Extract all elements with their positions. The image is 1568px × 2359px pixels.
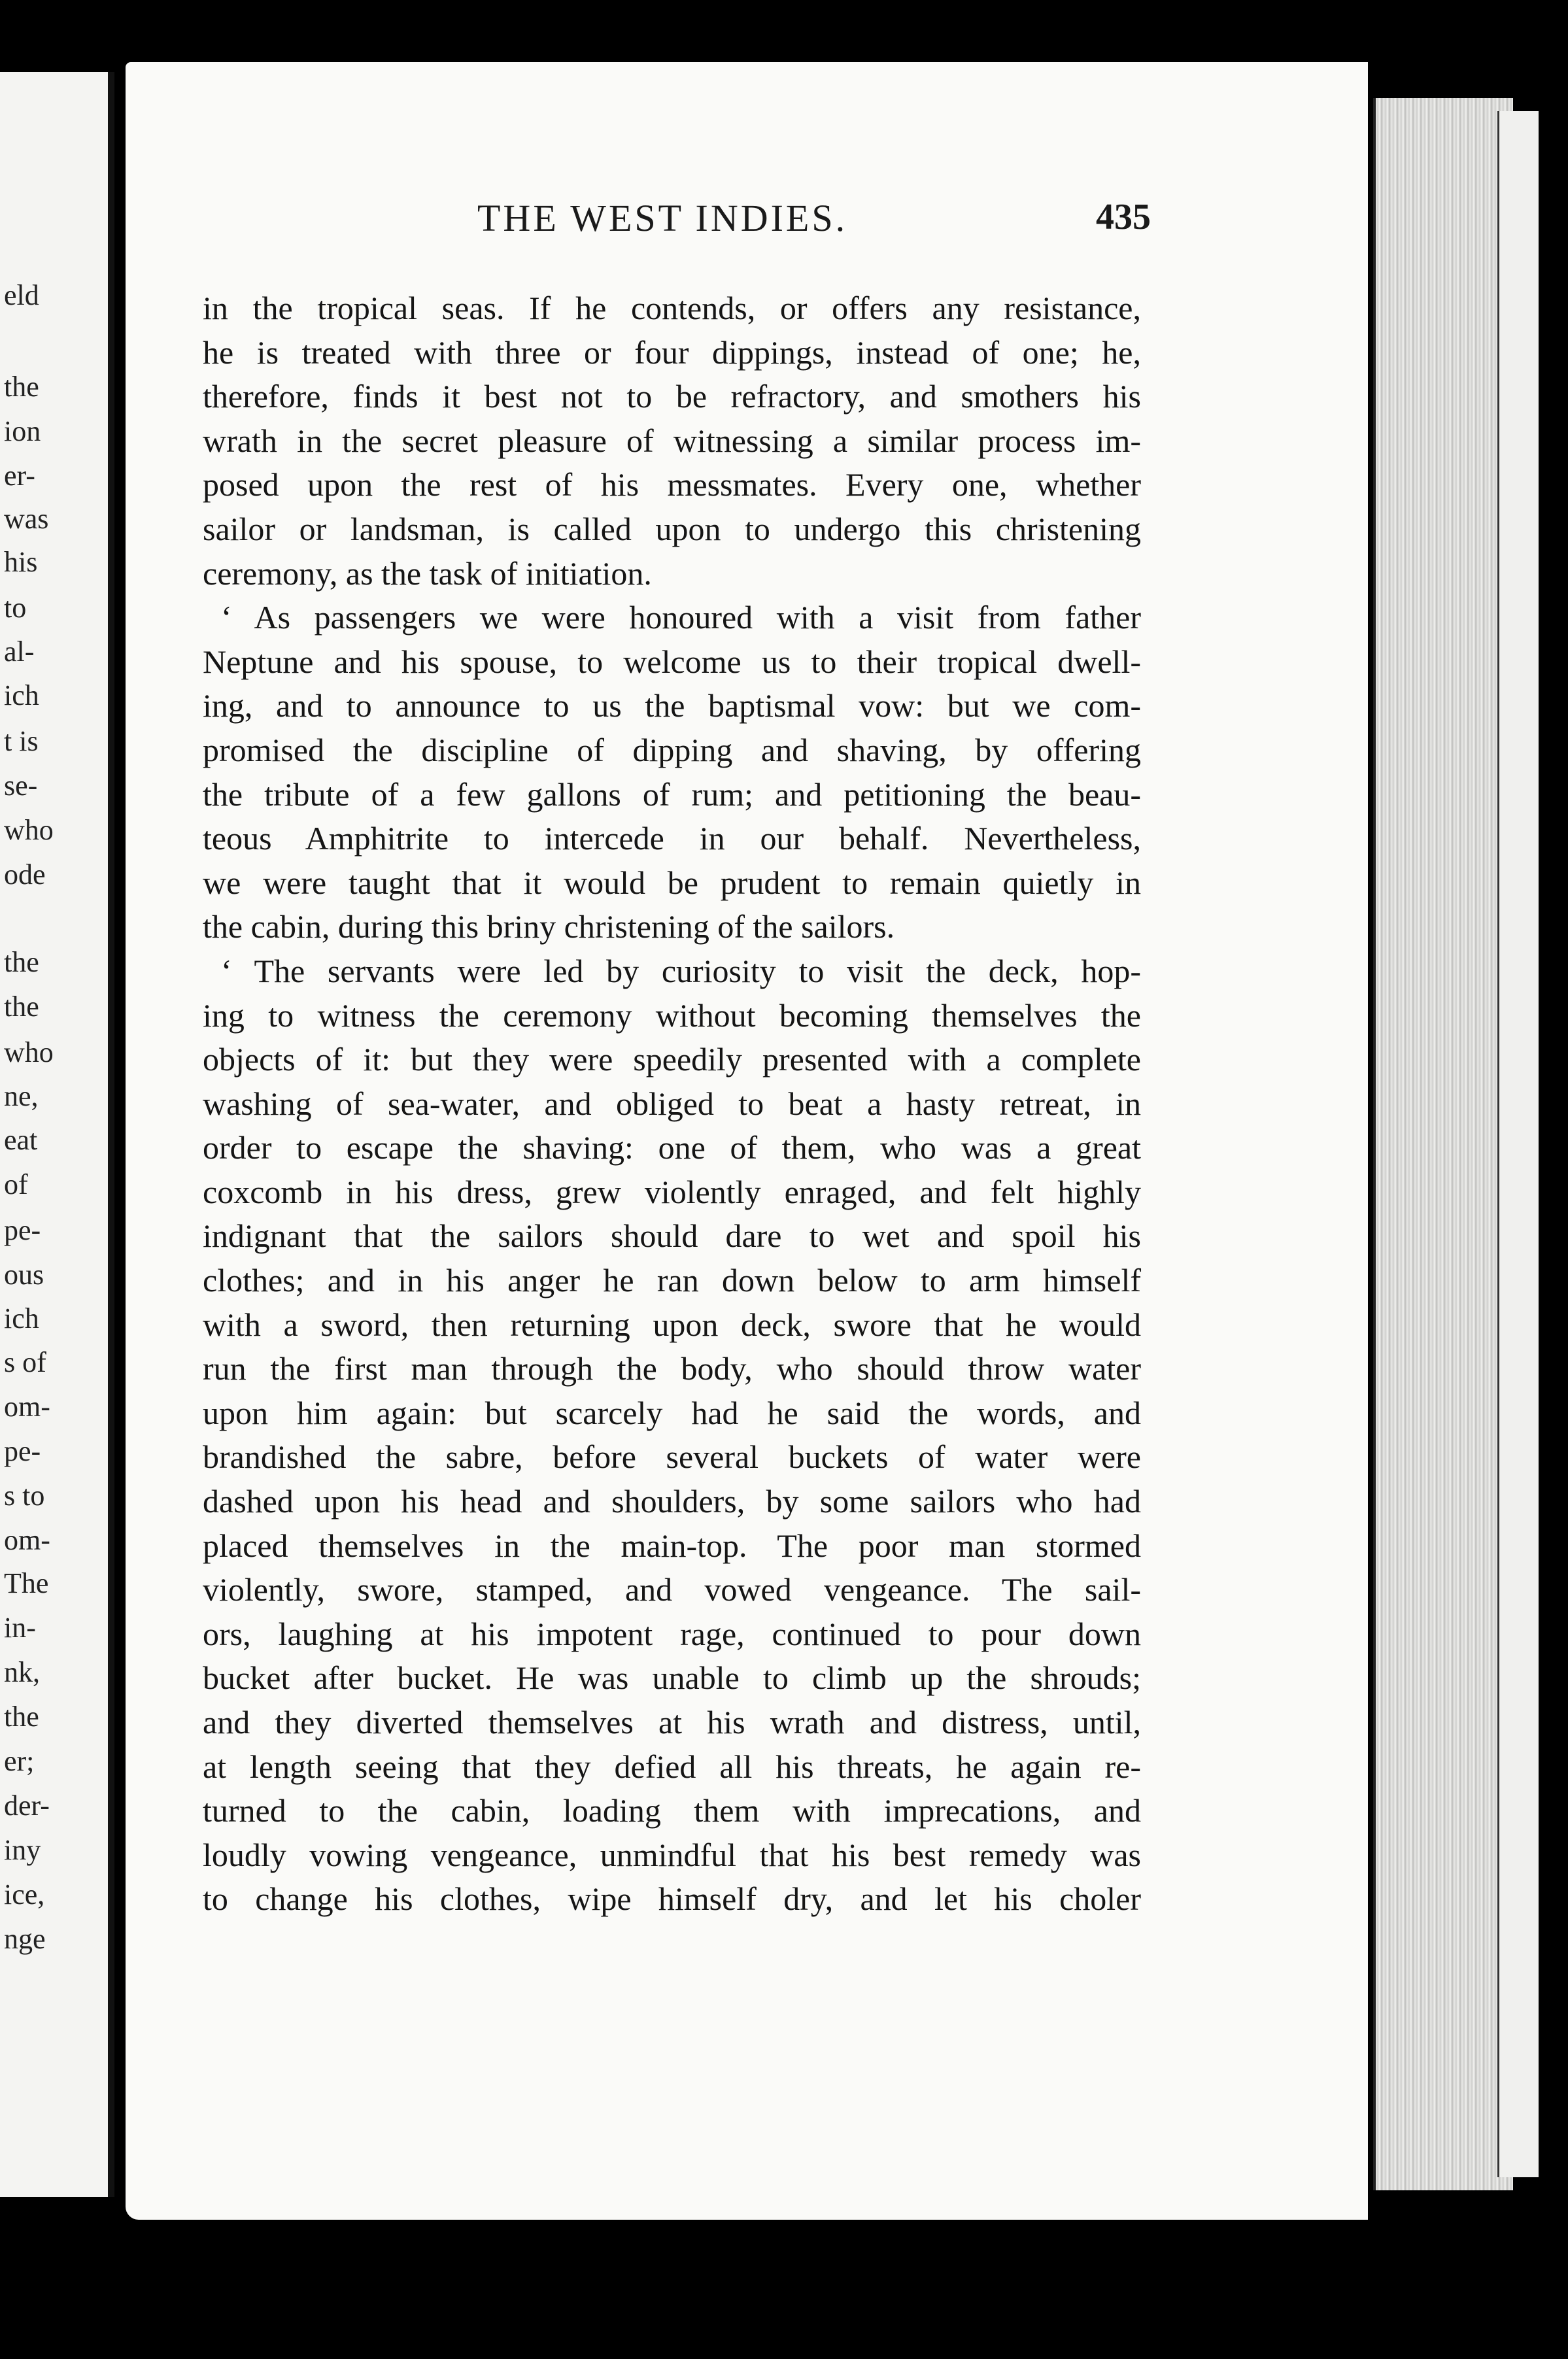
- left-page-fragment: ne,: [4, 1080, 39, 1112]
- page-number: 435: [1096, 197, 1151, 237]
- left-page-fragment: s to: [4, 1480, 45, 1512]
- text-line: to change his clothes, wipe himself dry, and let his choler: [203, 1880, 1141, 1918]
- paragraph: [203, 286, 1141, 596]
- text-line: in the tropical seas. If he contends, or offers any resistance,: [203, 290, 1141, 326]
- left-page-fragment: t is: [4, 725, 39, 757]
- left-facing-page: [0, 72, 114, 2197]
- text-line: ‘ As passengers we were honoured with a visit from father: [221, 599, 1141, 636]
- text-line: promised the discipline of dipping and shaving, by offering: [203, 731, 1141, 768]
- text-line: wrath in the secret pleasure of witnessing a similar process im-: [203, 422, 1141, 459]
- left-page-fragment: om-: [4, 1524, 50, 1556]
- text-line: ceremony, as the task of initiation.: [203, 554, 652, 592]
- text-line: teous Amphitrite to intercede in our behalf. Nevertheless,: [203, 820, 1141, 857]
- left-page-fragment: eld: [4, 279, 39, 311]
- text-line: ‘ The servants were led by curiosity to visit the deck, hop-: [221, 952, 1141, 989]
- text-line: turned to the cabin, loading them with imprecations, and: [203, 1792, 1141, 1829]
- left-page-fragment: The: [4, 1567, 49, 1599]
- body-text: [203, 286, 1141, 1922]
- left-page-fragment: ion: [4, 415, 41, 447]
- text-line: violently, swore, stamped, and vowed vengeance. The sail-: [203, 1571, 1141, 1608]
- text-line: at length seeing that they defied all his threats, he again re-: [203, 1748, 1141, 1785]
- left-page-fragment: eat: [4, 1124, 38, 1156]
- text-line: sailor or landsman, is called upon to undergo this christening: [203, 510, 1141, 547]
- text-line: dashed upon his head and shoulders, by some sailors who had: [203, 1483, 1141, 1520]
- left-page-fragment: iny: [4, 1834, 41, 1866]
- text-line: loudly vowing vengeance, unmindful that his best remedy was: [203, 1836, 1141, 1873]
- text-line: therefore, finds it best not to be refractory, and smothers his: [203, 378, 1141, 415]
- text-line: washing of sea-water, and obliged to beat a hasty retreat, in: [203, 1085, 1141, 1122]
- left-page-fragment: ice,: [4, 1878, 45, 1910]
- text-line: brandished the sabre, before several buckets of water were: [203, 1438, 1141, 1476]
- left-page-fragment: in-: [4, 1612, 36, 1644]
- left-page-fragment: nk,: [4, 1656, 40, 1688]
- paragraph: [203, 949, 1141, 1922]
- left-page-fragment: who: [4, 1036, 54, 1068]
- text-line: ing, and to announce to us the baptismal vow: but we com-: [203, 687, 1141, 724]
- left-page-fragment: ous: [4, 1259, 44, 1291]
- text-line: upon him again: but scarcely had he said the words, and: [203, 1394, 1141, 1431]
- left-page-fragment: the: [4, 946, 39, 978]
- text-line: clothes; and in his anger he ran down below to arm himself: [203, 1262, 1141, 1299]
- running-title: THE WEST INDIES.: [477, 197, 848, 239]
- text-line: ors, laughing at his impotent rage, continued to pour down: [203, 1615, 1141, 1652]
- book-edge: [1497, 111, 1539, 2177]
- left-page-fragment: pe-: [4, 1214, 41, 1246]
- text-line: we were taught that it would be prudent to remain quietly in: [203, 864, 1141, 901]
- text-line: with a sword, then returning upon deck, swore that he would: [203, 1306, 1141, 1343]
- left-page-fragment: was: [4, 503, 49, 535]
- text-line: bucket after bucket. He was unable to climb up the shrouds;: [203, 1659, 1141, 1697]
- left-page-fragment: to: [4, 592, 27, 624]
- page-header: [477, 196, 1151, 248]
- left-page-fragment: the: [4, 1701, 39, 1733]
- text-line: objects of it: but they were speedily presented with a complete: [203, 1041, 1141, 1078]
- text-line: ing to witness the ceremony without becoming themselves the: [203, 996, 1141, 1034]
- left-page-fragment: his: [4, 546, 38, 578]
- text-line: coxcomb in his dress, grew violently enraged, and felt highly: [203, 1173, 1141, 1210]
- left-page-fragment: ich: [4, 679, 39, 711]
- text-line: the cabin, during this briny christening of the sailors.: [203, 908, 895, 945]
- left-page-fragment: ode: [4, 858, 46, 891]
- text-line: run the first man through the body, who should throw water: [203, 1350, 1141, 1387]
- text-line: and they diverted themselves at his wrath and distress, until,: [203, 1704, 1141, 1740]
- text-line: placed themselves in the main-top. The poor man stormed: [203, 1527, 1141, 1564]
- text-line: the tribute of a few gallons of rum; and petitioning the beau-: [203, 775, 1141, 813]
- left-page-fragment: the: [4, 371, 39, 403]
- left-page-fragment: pe-: [4, 1435, 41, 1467]
- text-line: order to escape the shaving: one of them, who was a great: [203, 1129, 1141, 1166]
- text-line: Neptune and his spouse, to welcome us to their tropical dwell-: [203, 643, 1141, 680]
- left-page-fragment: om-: [4, 1391, 50, 1423]
- text-line: indignant that the sailors should dare to wet and spoil his: [203, 1217, 1141, 1255]
- left-page-fragment: er;: [4, 1745, 35, 1777]
- left-page-fragment: nge: [4, 1923, 46, 1955]
- left-page-fragment: der-: [4, 1790, 50, 1822]
- left-page-fragment: al-: [4, 636, 35, 668]
- page-fore-edge: [1373, 98, 1513, 2190]
- left-page-fragment: the: [4, 991, 39, 1023]
- left-page-fragment: se-: [4, 770, 38, 802]
- paragraph: [203, 596, 1141, 949]
- left-page-fragment: er-: [4, 460, 35, 492]
- left-page-fragment: ich: [4, 1302, 39, 1334]
- text-line: he is treated with three or four dippings, instead of one; he,: [203, 333, 1141, 371]
- left-page-fragment: s of: [4, 1346, 46, 1378]
- left-page-fragment: of: [4, 1168, 28, 1200]
- left-page-fragment: who: [4, 814, 54, 846]
- text-line: posed upon the rest of his messmates. Every one, whether: [203, 466, 1141, 503]
